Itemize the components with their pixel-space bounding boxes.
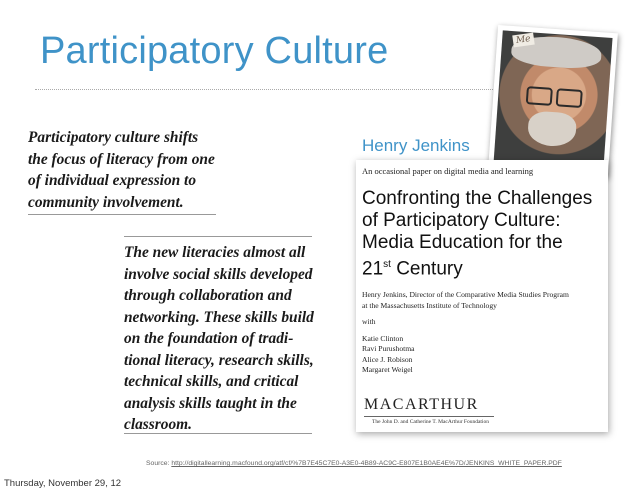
quote-line: networking. These skills build bbox=[124, 308, 314, 326]
paper-cover bbox=[356, 160, 608, 432]
paper-meta bbox=[362, 290, 602, 376]
source-link[interactable]: http://digitallearning.macfound.org/atf/cf/%7B7E45C7E0-A3E0-4B89-AC9C-E807E1B0AE4E%7D/JENKINS_WHITE_PAPER.PDF bbox=[171, 460, 562, 467]
foundation-name: The John D. and Catherine T. MacArthur Foundation bbox=[372, 419, 489, 425]
quote-line: on the foundation of tradi- bbox=[124, 330, 294, 347]
title-divider bbox=[35, 89, 495, 90]
author-name: Henry Jenkins bbox=[362, 136, 470, 155]
quote-divider bbox=[28, 214, 216, 215]
quote-line: Participatory culture shifts bbox=[28, 129, 199, 146]
paper-title bbox=[362, 188, 592, 280]
coauthor: Margaret Weigel bbox=[362, 365, 413, 374]
quote-participatory bbox=[28, 127, 228, 213]
paper-title-line: Media Education for the bbox=[362, 232, 563, 253]
coauthor: Ravi Purushotma bbox=[362, 344, 415, 353]
quote-line: involve social skills developed bbox=[124, 265, 313, 283]
slide-title: Participatory Culture bbox=[40, 30, 389, 72]
paper-title-line: Confronting the Challenges bbox=[362, 188, 593, 209]
coauthor: Alice J. Robison bbox=[362, 354, 413, 364]
quote-line: community involvement. bbox=[28, 193, 184, 211]
logo-divider bbox=[364, 416, 494, 417]
quote-line: analysis skills taught in the bbox=[124, 394, 297, 412]
paper-title-line: 21st Century bbox=[362, 258, 463, 280]
paper-title-line: of Participatory Culture: bbox=[362, 210, 561, 231]
quote-line: The new literacies almost all bbox=[124, 244, 306, 261]
paper-author: Henry Jenkins, Director of the Comparative Media Studies Program bbox=[362, 290, 569, 299]
coauthor: Katie Clinton bbox=[362, 333, 404, 343]
quote-line: tional literacy, research skills, bbox=[124, 351, 314, 369]
quote-new-literacies bbox=[124, 242, 339, 436]
source-label: Source: bbox=[146, 460, 170, 467]
quote-line: classroom. bbox=[124, 416, 192, 433]
footer-date: Thursday, November 29, 12 bbox=[4, 478, 122, 489]
with-label: with bbox=[362, 317, 376, 326]
quote-line: through collaboration and bbox=[124, 287, 292, 304]
me-tag: Me bbox=[512, 33, 534, 48]
portrait-image bbox=[493, 30, 612, 171]
author-photo bbox=[488, 25, 618, 177]
quote-divider bbox=[124, 236, 312, 237]
quote-line: the focus of literacy from one bbox=[28, 150, 215, 168]
source-line bbox=[146, 460, 562, 467]
quote-divider bbox=[124, 433, 312, 434]
quote-line: of individual expression to bbox=[28, 172, 197, 189]
paper-affiliation: at the Massachusetts Institute of Technology bbox=[362, 300, 497, 310]
macarthur-logo: MACARTHUR bbox=[364, 396, 479, 413]
paper-subtitle: An occasional paper on digital media and learning bbox=[362, 166, 534, 176]
quote-line: technical skills, and critical bbox=[124, 373, 299, 390]
